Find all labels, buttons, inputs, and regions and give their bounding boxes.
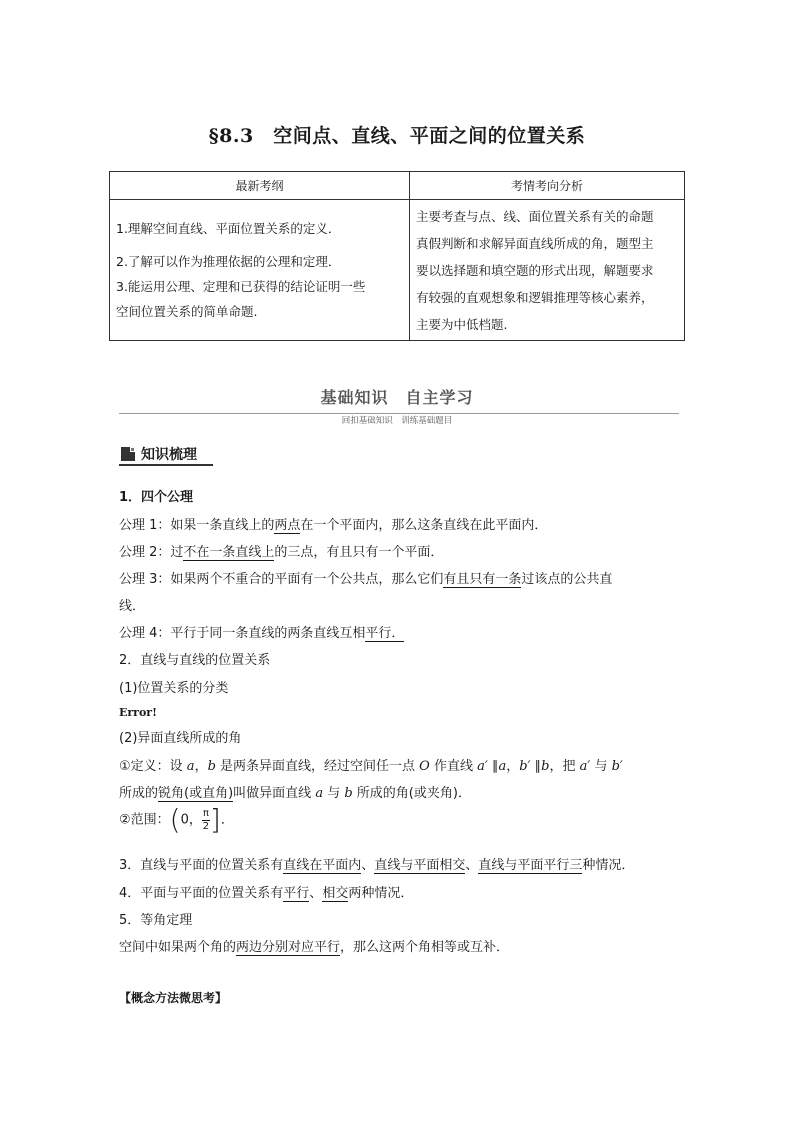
equal-angle-theorem: 空间中如果两个角的两边分别对应平行，那么这两个角相等或互补． — [119, 940, 510, 955]
knowledge-box-heading — [119, 443, 213, 465]
table-body-row — [110, 200, 685, 341]
table-header-row — [110, 172, 685, 200]
axiom-4: 公理 4：平行于同一条直线的两条直线互相平行． — [119, 626, 405, 641]
heading-line-line: 2．直线与直线的位置关系 — [119, 653, 271, 668]
axiom-3: 公理 3：如果两个不重合的平面有一个公共点，那么它们有且只有一条过该点的公共直 — [119, 572, 613, 587]
axiom-1: 公理 1：如果一条直线上的两点在一个平面内，那么这条直线在此平面内． — [119, 518, 548, 533]
analysis-line: 真假判断和求解异面直线所成的角，题型主 — [416, 235, 654, 251]
heading-equal-angle: 5．等角定理 — [119, 913, 193, 928]
analysis-line: 主要考查与点、线、面位置关系有关的命题 — [416, 208, 654, 224]
section-title: 基础知识 自主学习 — [320, 388, 474, 407]
concept-think-heading: 【概念方法微思考】 — [119, 991, 228, 1005]
subheading-classification: (1)位置关系的分类 — [119, 681, 229, 696]
syllabus-cell — [110, 200, 410, 341]
definition-line-1: ①定义：设 a，b 是两条异面直线，经过空间任一点 O 作直线 a′ ∥a，b′ ∥b，把 a′ 与 b′ — [119, 759, 623, 774]
syllabus-item: 3.能运用公理、定理和已获得的结论证明一些 — [116, 279, 366, 294]
plane-plane-relations: 4．平面与平面的位置关系有平行、相交两种情况． — [119, 886, 414, 901]
syllabus-item: 1.理解空间直线、平面位置关系的定义． — [116, 221, 341, 236]
error-text: Error! — [119, 706, 157, 719]
analysis-line: 要以选择题和填空题的形式出现，解题要求 — [416, 262, 654, 278]
header-latest-syllabus: 最新考纲 — [110, 172, 410, 200]
analysis-line: 主要为中低档题. — [416, 316, 508, 332]
heading-four-axioms: 1．四个公理 — [119, 490, 194, 505]
range-line: ②范围：(0， $\frac{\pi}{2}$ ]． — [119, 803, 234, 836]
definition-line-2: 所成的锐角(或直角)叫做异面直线 a 与 b 所成的角(或夹角)． — [119, 786, 471, 801]
pi-over-two-fraction: $\frac{\pi}{2}$ — [202, 807, 210, 832]
analysis-cell — [410, 200, 685, 341]
subheading-skew-angle: (2)异面直线所成的角 — [119, 731, 242, 746]
syllabus-item: 空间位置关系的简单命题. — [116, 304, 258, 319]
knowledge-box-label: 知识梳理 — [141, 447, 197, 463]
section-heading — [0, 385, 794, 408]
knowledge-box-underline — [119, 464, 213, 466]
line-plane-relations: 3．直线与平面的位置关系有直线在平面内、直线与平面相交、直线与平面平行三种情况． — [119, 858, 635, 873]
outline-table — [109, 171, 685, 341]
section-subtitle: 回扣基础知识 训练基础题目 — [336, 416, 459, 426]
analysis-line: 有较强的直观想象和逻辑推理等核心素养， — [416, 289, 654, 305]
axiom-3-cont: 线． — [119, 599, 146, 614]
syllabus-item: 2.了解可以作为推理依据的公理和定理． — [116, 254, 341, 269]
page-title: §8.3 空间点、直线、平面之间的位置关系 — [208, 125, 586, 147]
square-icon — [121, 447, 135, 461]
axiom-2: 公理 2：过不在一条直线上的三点，有且只有一个平面． — [119, 545, 444, 560]
section-subtitle-wrap — [0, 408, 794, 427]
header-exam-analysis: 考情考向分析 — [410, 172, 685, 200]
